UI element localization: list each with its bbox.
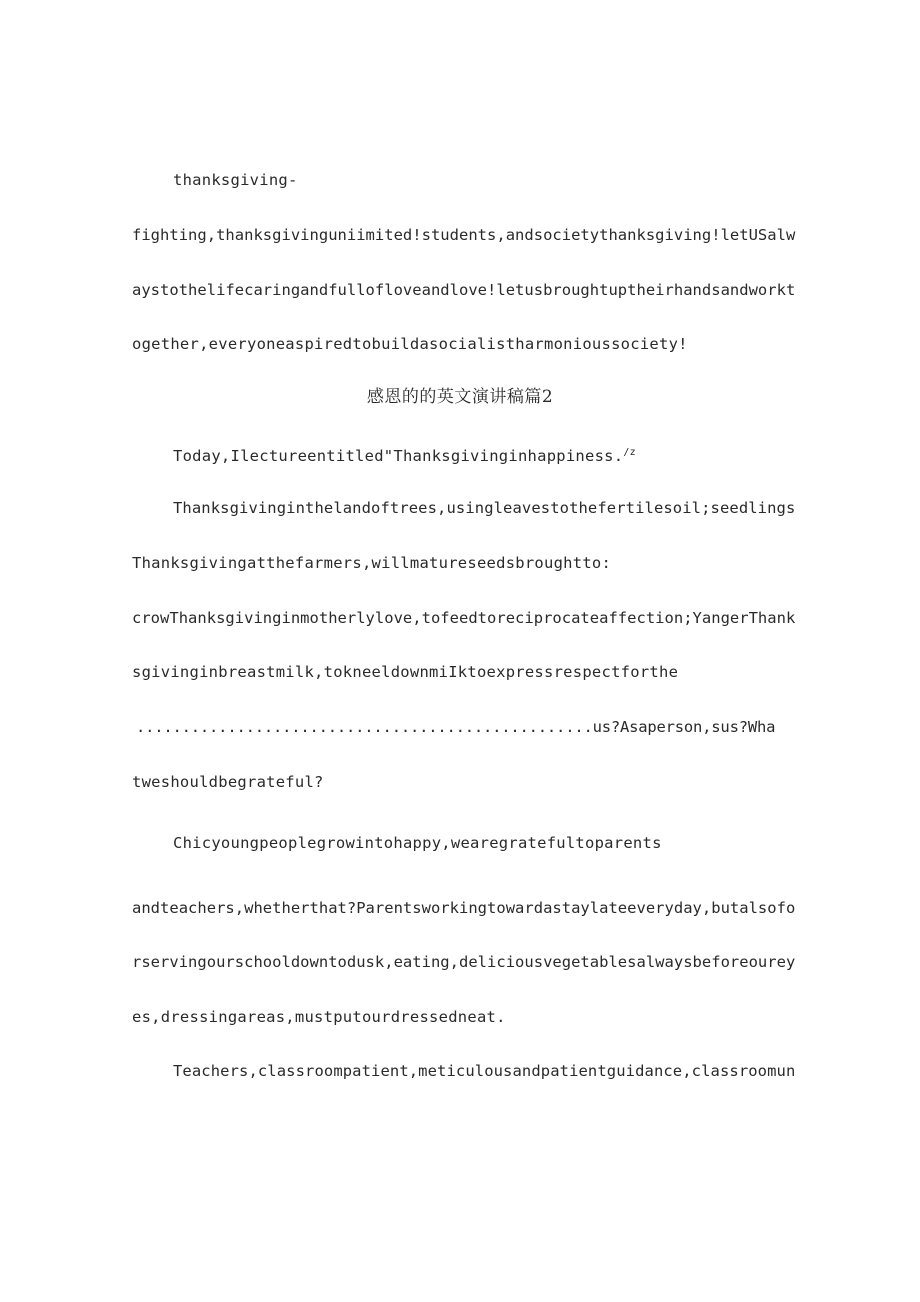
text-line: sgivinginbreastmilk,tokneeldownmiIktoexpressrespectforthe: [132, 663, 679, 681]
text-mark: /z: [623, 447, 636, 458]
text-line: Thanksgivinginthelandoftrees,usingleavestothefertilesoil;seedlings: [173, 499, 796, 517]
text-line: aystothelifecaringandfullofloveandlove!letusbroughtuptheirhandsandworkt: [132, 281, 796, 299]
text-line: crowThanksgivinginmotherlylove,tofeedtoreciprocateaffection;YangerThank: [132, 609, 796, 627]
text-line: thanksgiving-: [173, 171, 298, 189]
text-line: es,dressingareas,mustputourdressedneat.: [132, 1008, 506, 1026]
text-line: Teachers,classroompatient,meticulousandpatientguidance,classroomun: [173, 1062, 796, 1080]
text-line: ogether,everyoneaspiredtobuildasocialistharmonioussociety!: [132, 335, 688, 353]
text-line: fighting,thanksgivinguniimited!students,andsocietythanksgiving!letUSalw: [132, 226, 796, 244]
text-line: tweshouldbegrateful?: [132, 773, 324, 791]
text-line: Thanksgivingatthefarmers,willmatureseedsbroughtto:: [132, 554, 612, 572]
text-line-content: Today,Ilectureentitled"Thanksgivinginhappiness.: [173, 447, 624, 466]
text-line: andteachers,whetherthat?Parentsworkingtowardastaylateeveryday,butalsofo: [132, 899, 796, 917]
text-line: ..................................................us?Asaperson,sus?Wha: [136, 718, 776, 736]
text-line: Chicyoungpeoplegrowintohappy,wearegratefultoparents: [173, 834, 662, 852]
text-line: [173, 443, 636, 466]
text-line: rservingourschooldowntodusk,eating,deliciousvegetablesalwaysbeforeourey: [132, 953, 796, 971]
section-heading: 感恩的的英文演讲稿篇2: [366, 387, 554, 407]
